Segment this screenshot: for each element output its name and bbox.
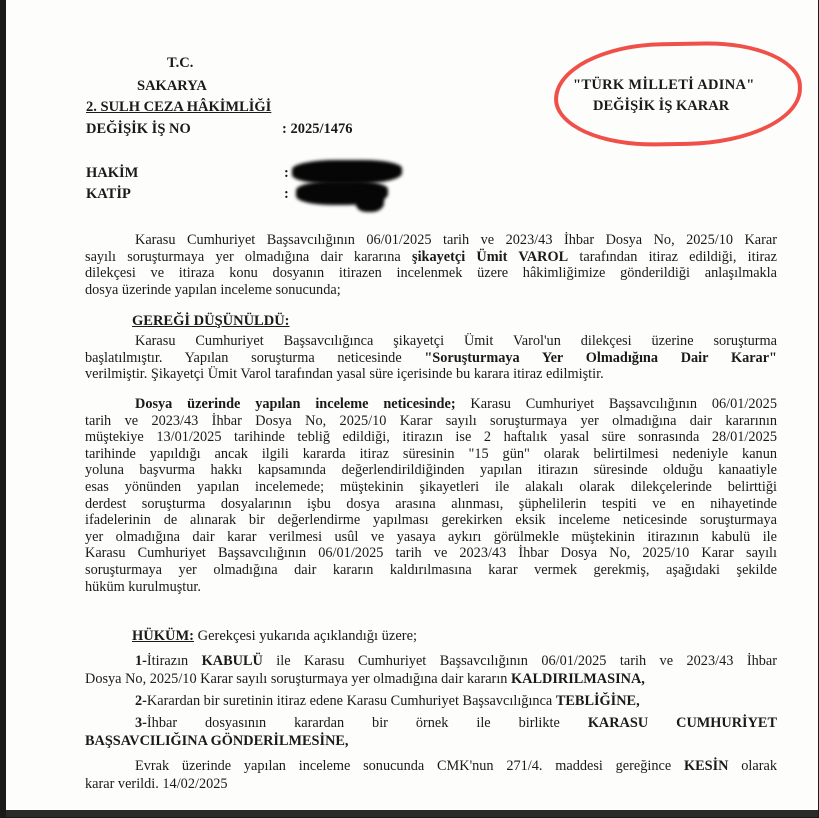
judge-label: HAKİM <box>86 165 139 181</box>
paragraph-line: tarih ve 2023/43 İhbar Dosya No, 2025/10 Karar sayılı soruşturmaya yer olmadığına dair kararının <box>85 412 777 429</box>
paragraph-line: Dosya üzerinde yapılan inceleme neticesinde; Karasu Cumhuriyet Başsavcılığının 06/01/2025 <box>135 396 777 412</box>
intro-line: dilekçesi ve itiraza konu dosyanın itirazen incelenmek üzere hâkimliğimize gönderildiği anlaşılmakla <box>85 265 777 282</box>
paragraph-line: ifadelerinin de alınarak bir değerlendirme yapılması gerekirken eksik inceleme neticesinde soruşturmaya <box>85 512 777 529</box>
closing-paragraph <box>85 758 777 793</box>
verdict-line: Dosya No, 2025/10 Karar sayılı soruşturmaya yer olmadığına dair kararın KALDIRILMASINA, <box>85 670 645 687</box>
paragraph-line: Karasu Cumhuriyet Başsavcılığınca şikayetçi Ümit Varol'un dilekçesi üzerine soruşturma <box>135 333 777 349</box>
page-bottom-edge <box>6 810 818 817</box>
closing-line: karar verildi. 14/02/2025 <box>85 775 228 792</box>
verdict-line: 1-İtirazın KABULÜ ile Karasu Cumhuriyet Başsavcılığının 06/01/2025 tarih ve 2023/43 İhbar <box>135 653 777 669</box>
verdict-item-3 <box>85 715 777 750</box>
paragraph-2 <box>85 396 777 595</box>
closing-line: Evrak üzerinde yapılan inceleme sonucunda CMK'nun 271/4. maddesi gereğince KESİN olarak <box>135 758 777 774</box>
intro-paragraph <box>85 232 777 298</box>
header-court: 2. SULH CEZA HÂKİMLİĞİ <box>86 99 272 115</box>
verdict-line: 2-Karardan bir suretinin itiraz edene Karasu Cumhuriyet Başsavcılığınca TEBLİĞİNE, <box>135 693 640 709</box>
case-number-value: : 2025/1476 <box>282 121 353 137</box>
clerk-colon: : <box>284 186 289 202</box>
verdict-line: 3-İhbar dosyasının karardan bir örnek ile birlikte KARASU CUMHURİYET <box>135 715 777 731</box>
paragraph-line: derdest soruşturma dosyalarının işbu dosya arasına alınması, şüphelilerin tespiti ve en nihayetinde <box>85 495 777 512</box>
intro-line: dosya üzerinde yapılan inceleme sonucunda; <box>85 281 341 298</box>
paragraph-line: soruşturmaya yer olmadığına dair kararın kaldırılmasına karar vermek gerekmiş, aşağıdaki şekilde <box>85 561 777 578</box>
redaction-mark <box>356 192 384 212</box>
verdict-label: HÜKÜM: <box>132 628 195 644</box>
verdict-heading <box>132 628 417 645</box>
header-tc: T.C. <box>167 55 194 71</box>
section-heading-considered: GEREĞİ DÜŞÜNÜLDÜ: <box>132 313 290 329</box>
verdict-intro: Gerekçesi yukarıda açıklandığı üzere; <box>197 628 418 644</box>
paragraph-line: müştekiye 13/01/2025 tarihinde tebliğ edildiği, itirazın ise 2 haftalık yasal süre sonrasında 28/01/2025 <box>85 429 777 446</box>
header-city: SAKARYA <box>137 78 207 94</box>
case-number-label: DEĞİŞİK İŞ NO <box>86 121 191 137</box>
paragraph-1 <box>85 333 777 383</box>
paragraph-line: yoluna başvurma hakkı kapsamında değerlendirildiğinden yapılan itirazın süresinde olduğu kanaatiyle <box>85 462 777 479</box>
clerk-label: KATİP <box>86 186 131 202</box>
judge-colon: : <box>284 165 289 181</box>
verdict-item-1 <box>85 653 777 688</box>
complainant-name: şikayetçi Ümit VAROL <box>412 248 569 265</box>
red-highlight-circle <box>553 40 803 148</box>
decision-name: "Soruşturmaya Yer Olmadığına Dair Karar" <box>424 349 777 366</box>
intro-line: sayılı soruşturmaya yer olmadığına dair kararına şikayetçi Ümit VAROL tarafından itiraz edildiği, itiraz <box>85 248 778 265</box>
paragraph-line: esas yönünden yapılan incelemede; müştekinin şikayetleri ile alakalı olarak dilekçelerinde belirttiği <box>85 478 777 495</box>
paragraph-line: Karasu Cumhuriyet Başsavcılığının 06/01/2025 tarih ve 2023/43 İhbar Dosya No, 2025/10 Karar sayılı <box>85 545 777 562</box>
intro-line: Karasu Cumhuriyet Başsavcılığının 06/01/2025 tarih ve 2023/43 İhbar Dosya No, 2025/10 Karar <box>135 232 777 248</box>
paragraph-line: hüküm kurulmuştur. <box>85 578 201 595</box>
verdict-item-2 <box>85 693 777 710</box>
decision-title: "TÜRK MİLLETİ ADINA" <box>573 77 755 93</box>
paragraph-line: tarihinde yapıldığı ancak ilgili kararda itiraz süresinin "15 gün" olarak belirtilmesi nedeniyle kanun <box>85 445 777 462</box>
document-page <box>6 0 818 817</box>
paragraph-line: yer olmadığına dair karar verilmesi usûl ve yasaya aykırı görülmekle müştekinin itirazının kabulü ile <box>85 528 777 545</box>
paragraph-line: verilmiştir. Şikayetçi Ümit Varol tarafından yasal süre içerisinde bu karara itiraz edilmiştir. <box>85 366 604 383</box>
decision-type: DEĞİŞİK İŞ KARAR <box>593 98 730 114</box>
paragraph-line: başlatılmıştır. Yapılan soruşturma neticesinde "Soruşturmaya Yer Olmadığına Dair Karar" <box>85 349 777 366</box>
verdict-line: BAŞSAVCILIĞINA GÖNDERİLMESİNE, <box>85 732 349 749</box>
